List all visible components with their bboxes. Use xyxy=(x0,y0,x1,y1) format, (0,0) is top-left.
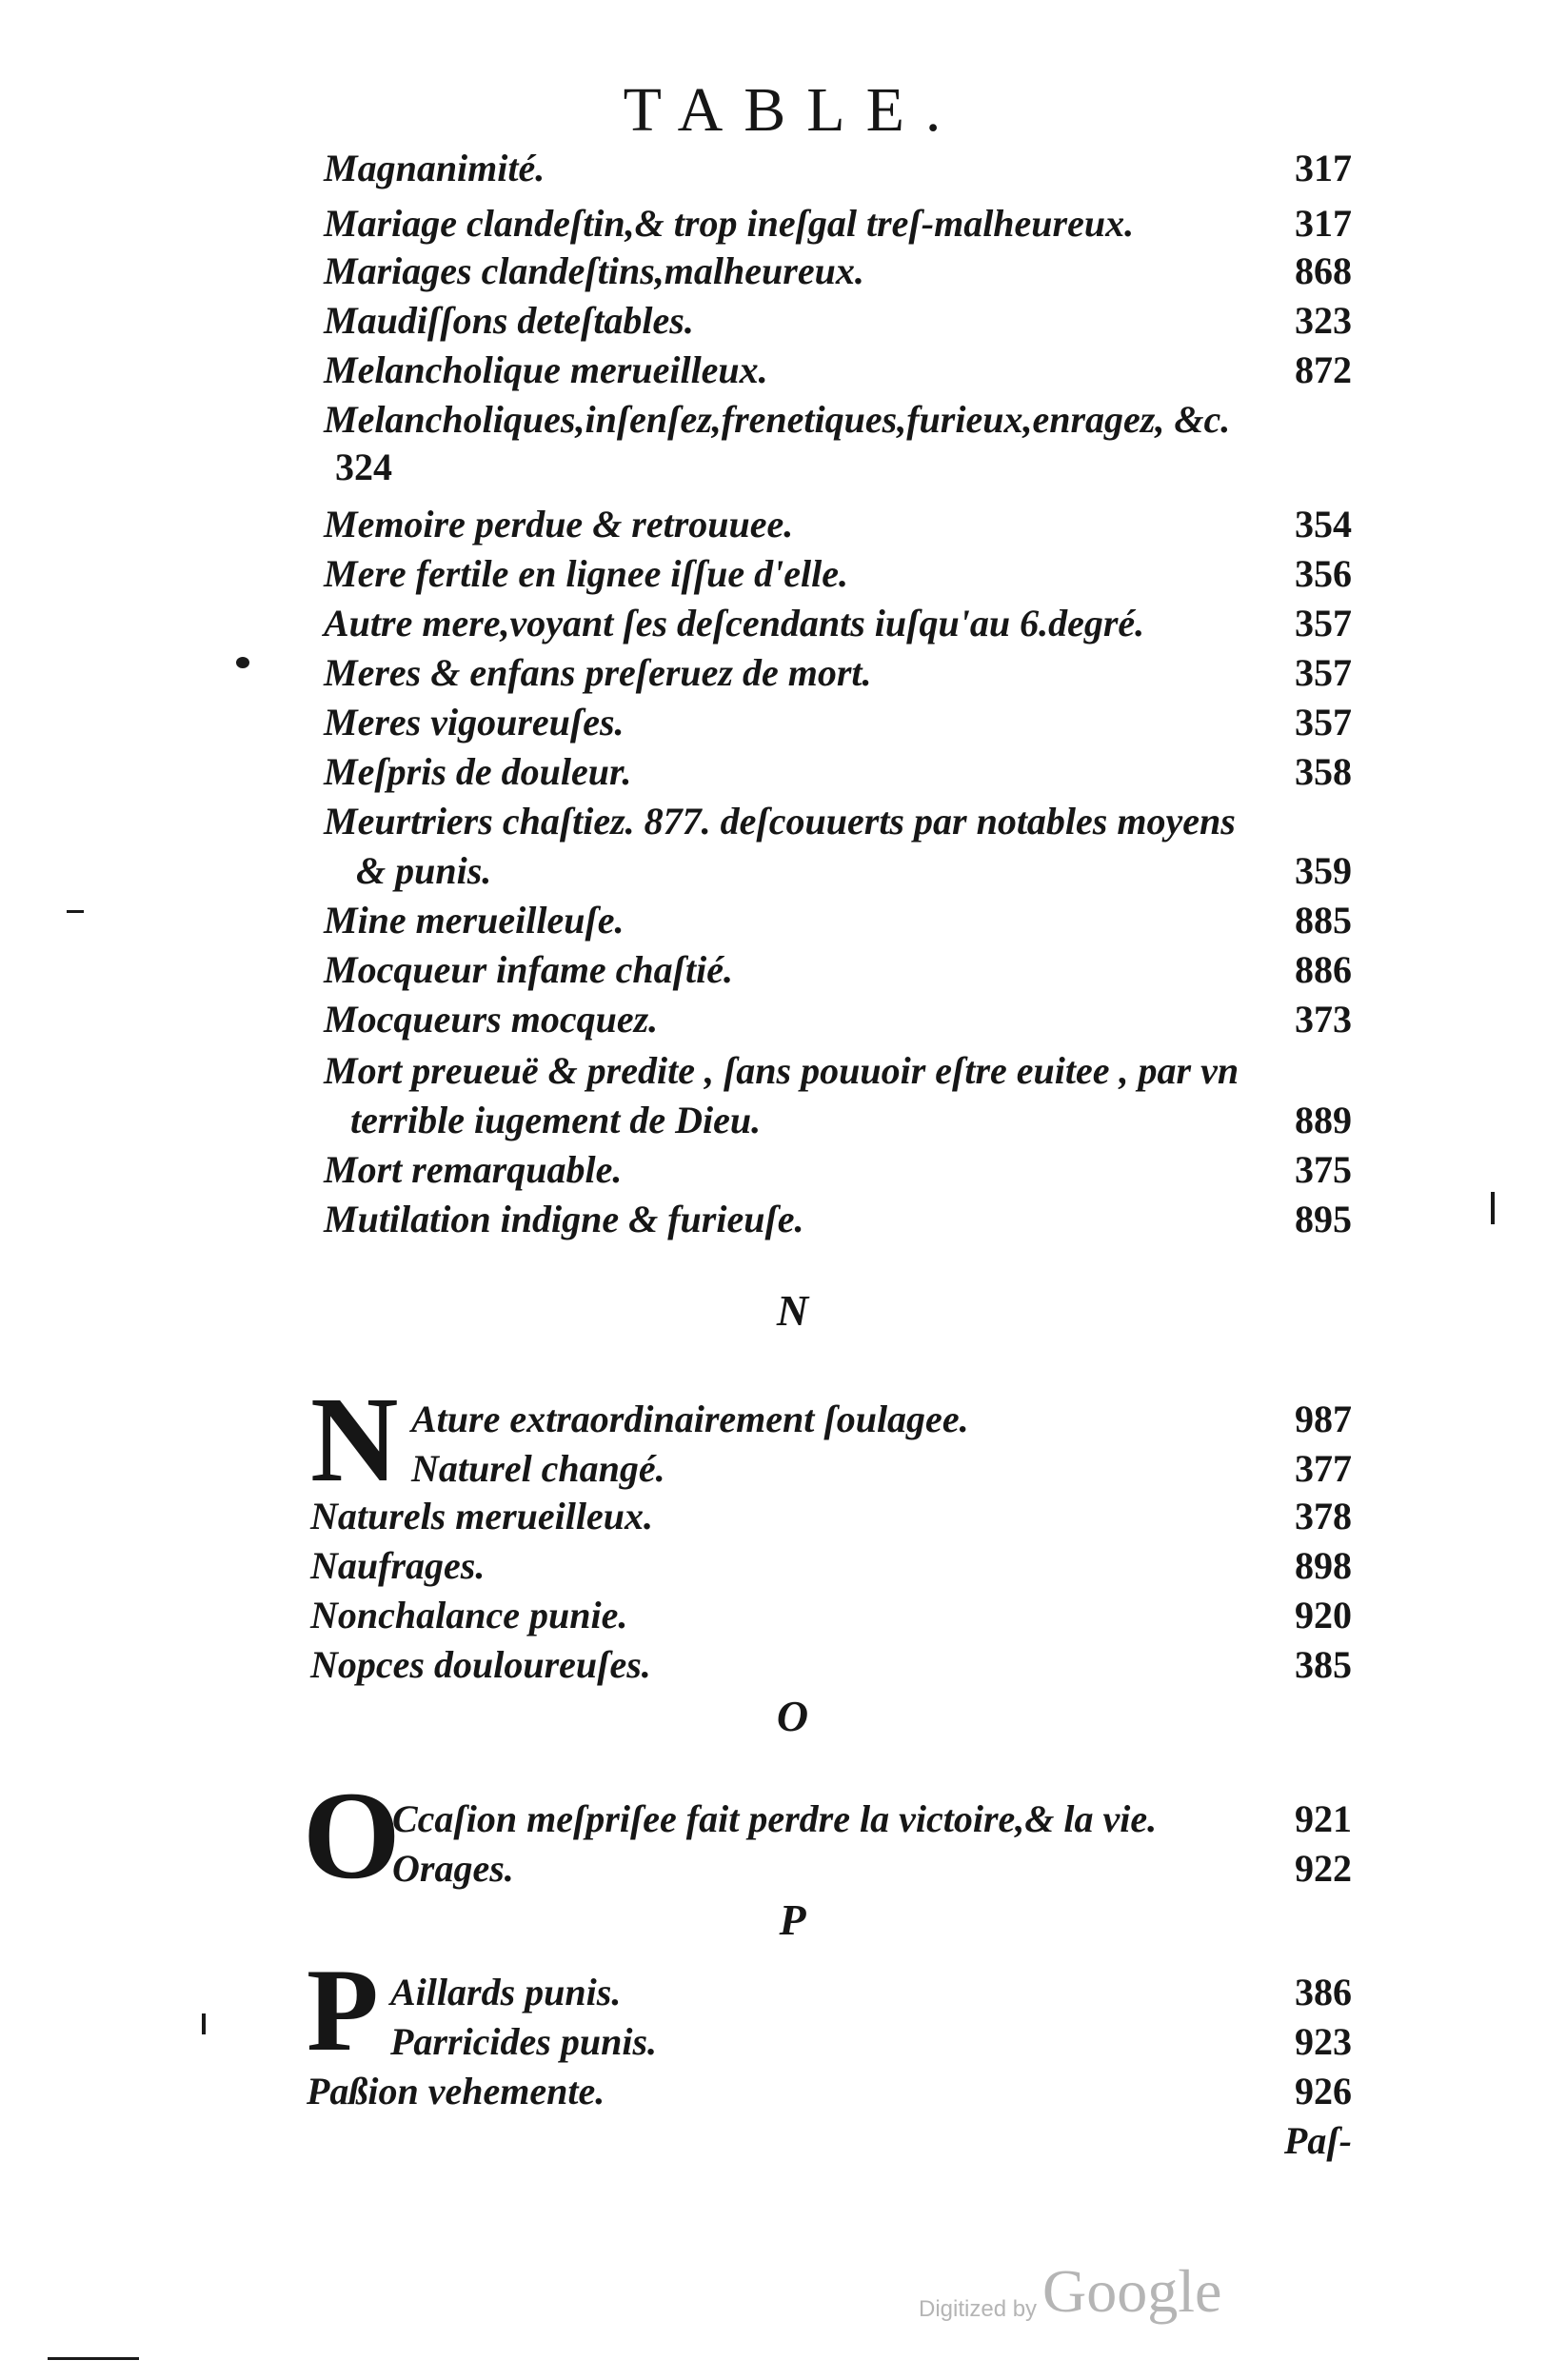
index-entry xyxy=(324,1194,1352,1245)
entry-page: 872 xyxy=(1295,348,1352,391)
index-entry xyxy=(411,1443,1352,1495)
index-entry xyxy=(324,295,1352,347)
entry-page: 987 xyxy=(1295,1398,1352,1440)
entry-text: Mariages clandeſtins,malheureux. xyxy=(324,249,864,292)
entry-page: 926 xyxy=(1295,2070,1352,2112)
entry-text: Autre mere,voyant ſes deſcendants iuſqu'au 6.degré. xyxy=(324,602,1145,645)
entry-text: & punis. xyxy=(356,849,492,892)
entry-page: 358 xyxy=(1295,750,1352,793)
entry-text: Nonchalance punie. xyxy=(310,1594,628,1636)
entry-text: Memoire perdue & retrouuee. xyxy=(324,503,794,545)
index-entry-continuation xyxy=(356,845,1352,897)
entry-text: Nopces douloureuſes. xyxy=(310,1643,651,1686)
index-entry xyxy=(324,499,1352,550)
index-entry xyxy=(310,1639,1352,1691)
index-entry xyxy=(324,994,1352,1045)
index-entry xyxy=(324,394,1352,446)
index-entry xyxy=(307,2066,1352,2117)
index-entry xyxy=(324,647,1352,699)
index-entry xyxy=(324,697,1352,748)
entry-page: 354 xyxy=(1295,503,1352,545)
entry-page: 378 xyxy=(1295,1495,1352,1537)
index-entry-continuation xyxy=(335,442,1363,493)
entry-page: 356 xyxy=(1295,552,1352,595)
entry-text: Meurtriers chaſtiez. 877. deſcouuerts par notables moyens xyxy=(324,800,1236,843)
entry-text: Maudiſſons deteſtables. xyxy=(324,299,694,342)
entry-text: Meres vigoureuſes. xyxy=(324,701,625,744)
entry-text: Meres & enfans preſeruez de mort. xyxy=(324,651,872,694)
index-entry xyxy=(324,796,1352,847)
scan-mark xyxy=(48,2357,139,2360)
entry-text: Naturels merueilleux. xyxy=(310,1495,654,1537)
entry-page: 317 xyxy=(1295,147,1352,189)
entry-text: 324 xyxy=(335,446,392,488)
index-entry xyxy=(324,1144,1352,1196)
entry-text: Ccaſion meſpriſee fait perdre la victoire,& la vie. xyxy=(392,1797,1158,1840)
index-entry xyxy=(324,345,1352,396)
index-entry xyxy=(390,1967,1352,2018)
index-entry xyxy=(324,548,1352,600)
entry-page: 359 xyxy=(1295,849,1352,892)
index-entry xyxy=(324,598,1352,649)
entry-page: 373 xyxy=(1295,998,1352,1041)
entry-text: Mort remarquable. xyxy=(324,1148,623,1191)
drop-cap-n: N xyxy=(310,1372,399,1507)
entry-text: Mocqueur infame chaſtié. xyxy=(324,948,733,991)
index-entry xyxy=(324,1045,1352,1097)
entry-page: 921 xyxy=(1295,1797,1352,1840)
entry-text: Meſpris de douleur. xyxy=(324,750,632,793)
entry-text: Mere fertile en lignee iſſue d'elle. xyxy=(324,552,848,595)
section-letter-n: N xyxy=(776,1286,809,1335)
index-entry xyxy=(324,895,1352,946)
watermark-digitized-text: Digitized by xyxy=(919,2296,1038,2322)
entry-text: Magnanimité. xyxy=(324,147,545,189)
entry-text: Mariage clandeſtin,& trop ineſgal treſ-malheureux. xyxy=(324,202,1135,245)
entry-page: 357 xyxy=(1295,701,1352,744)
index-entry xyxy=(324,143,1352,194)
entry-text: Mocqueurs mocquez. xyxy=(324,998,659,1041)
entry-page: 886 xyxy=(1295,948,1352,991)
entry-page: 885 xyxy=(1295,899,1352,942)
index-entry xyxy=(324,944,1352,996)
entry-text: terrible iugement de Dieu. xyxy=(350,1099,762,1141)
entry-text: Paßion vehemente. xyxy=(307,2070,605,2112)
entry-text: Parricides punis. xyxy=(390,2020,658,2063)
index-entry xyxy=(310,1590,1352,1641)
google-logo: Google xyxy=(1042,2257,1222,2325)
scan-mark xyxy=(202,2013,206,2034)
index-entry xyxy=(310,1540,1352,1592)
entry-text: Aillards punis. xyxy=(390,1971,622,2013)
entry-page: 895 xyxy=(1295,1198,1352,1240)
ink-blot xyxy=(236,657,249,668)
entry-page: 920 xyxy=(1295,1594,1352,1636)
page-header-title: TABLE. xyxy=(623,75,962,145)
entry-page: 377 xyxy=(1295,1447,1352,1490)
entry-text: Orages. xyxy=(392,1847,514,1890)
index-entry xyxy=(392,1794,1352,1845)
index-entry xyxy=(324,198,1352,249)
entry-text: Melancholiques,inſenſez,frenetiques,furieux,enragez, &c. xyxy=(324,398,1231,441)
google-watermark xyxy=(919,2256,1242,2332)
entry-text: Mort preueuë & predite , ſans pouuoir eſtre euitee , par vn xyxy=(324,1049,1240,1092)
entry-text: Naufrages. xyxy=(310,1544,486,1587)
scan-mark xyxy=(1491,1192,1495,1224)
index-entry xyxy=(310,1491,1352,1542)
entry-text: Melancholique merueilleux. xyxy=(324,348,768,391)
entry-page: 923 xyxy=(1295,2020,1352,2063)
entry-page: 357 xyxy=(1295,651,1352,694)
entry-page: 898 xyxy=(1295,1544,1352,1587)
entry-page: 385 xyxy=(1295,1643,1352,1686)
entry-page: 357 xyxy=(1295,602,1352,645)
entry-page: 922 xyxy=(1295,1847,1352,1890)
catchword-text: Paſ- xyxy=(1283,2119,1352,2162)
entry-text: Naturel changé. xyxy=(411,1447,665,1490)
entry-page: 323 xyxy=(1295,299,1352,342)
index-entry xyxy=(324,746,1352,798)
entry-page: 317 xyxy=(1295,202,1352,245)
index-entry xyxy=(324,246,1352,297)
index-entry xyxy=(390,2016,1352,2068)
entry-text: Mine merueilleuſe. xyxy=(324,899,625,942)
drop-cap-p: P xyxy=(307,1945,379,2075)
index-entry xyxy=(411,1394,1352,1445)
entry-page: 889 xyxy=(1295,1099,1352,1141)
index-entry xyxy=(392,1843,1352,1894)
entry-page: 868 xyxy=(1295,249,1352,292)
section-letter-p: P xyxy=(779,1895,806,1944)
catchword xyxy=(1238,2115,1352,2167)
index-entry-continuation xyxy=(350,1095,1352,1146)
drop-cap-o: O xyxy=(303,1765,401,1905)
section-letter-o: O xyxy=(776,1692,809,1740)
scan-mark xyxy=(67,910,84,913)
entry-page: 386 xyxy=(1295,1971,1352,2013)
entry-page: 375 xyxy=(1295,1148,1352,1191)
entry-text: Mutilation indigne & furieuſe. xyxy=(324,1198,804,1240)
entry-text: Ature extraordinairement ſoulagee. xyxy=(411,1398,969,1440)
